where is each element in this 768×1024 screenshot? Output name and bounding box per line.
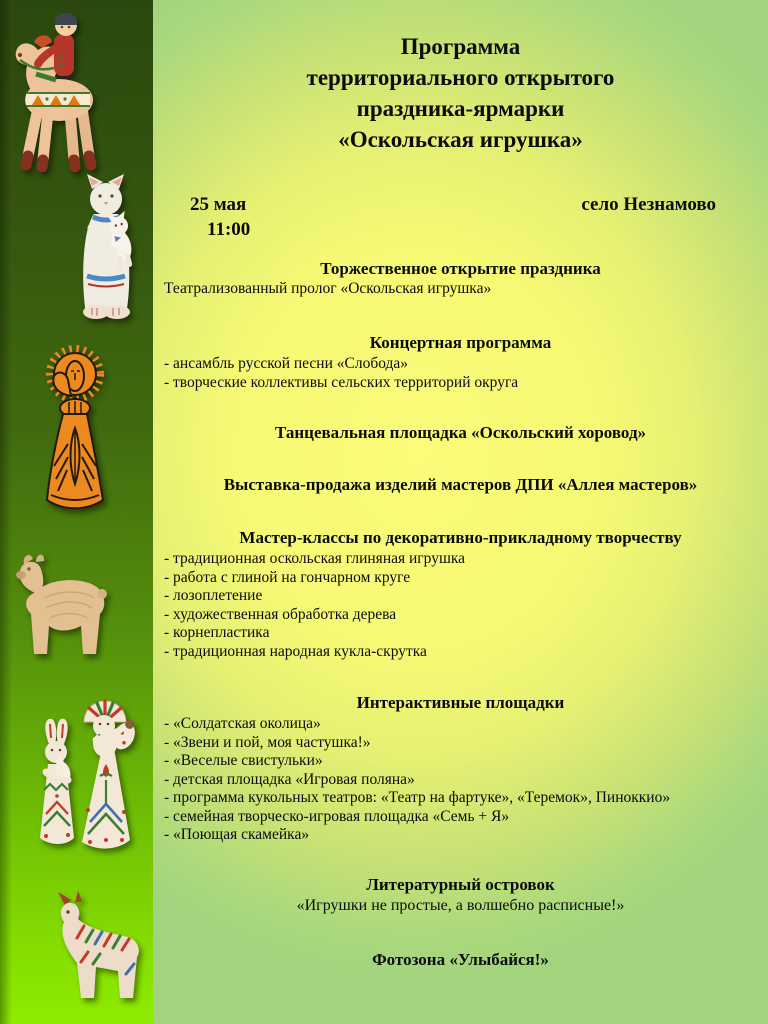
section-concert: [153, 333, 768, 392]
list-item: - творческие коллективы сельских территорий округа: [164, 373, 519, 391]
section-heading: Литературный островок: [366, 874, 555, 894]
poster-title: [153, 0, 768, 155]
program-panel: [153, 0, 768, 1024]
clay-horse-rider-image: [12, 8, 104, 172]
wooden-deer-icon: [10, 536, 116, 670]
date-location-row: [153, 192, 768, 242]
list-item: - детская площадка «Игровая поляна»: [164, 770, 415, 788]
wooden-deer-image: [10, 536, 116, 670]
list-item: - «Веселые свистульки»: [164, 752, 323, 769]
section-literary: [153, 875, 768, 915]
list-item: - «Звени и пой, моя частушка!»: [164, 733, 371, 751]
list-item: - семейная творческо-игровая площадка «Семь + Я»: [164, 807, 510, 825]
section-opening: [153, 259, 768, 298]
section-body: «Игрушки не простые, а волшебно расписные!»: [296, 896, 625, 914]
section-exhibition: [153, 475, 768, 495]
list-item: - «Поющая скамейка»: [164, 826, 310, 843]
title-line-1: Программа: [400, 34, 521, 59]
list-item: - художественная обработка дерева: [164, 605, 397, 623]
painted-clay-pair-image: [18, 692, 138, 856]
list-item: - корнепластика: [164, 624, 270, 641]
title-line-2: территориального открытого: [306, 65, 615, 90]
list-item: - традиционная оскольская глиняная игрушка: [164, 550, 466, 567]
section-dance: [153, 423, 768, 443]
section-items: [153, 550, 768, 661]
orange-folk-doll-image: [38, 344, 112, 516]
figurine-sidebar: [0, 0, 153, 1024]
folk-doll-icon: [38, 344, 112, 516]
section-body: Театрализованный пролог «Оскольская игрушка»: [164, 280, 492, 297]
painted-clay-deer-image: [48, 886, 150, 1014]
painted-pair-icon: [18, 692, 138, 856]
section-items: [153, 355, 768, 392]
list-item: - «Солдатская околица»: [164, 715, 321, 732]
section-interactive: [153, 693, 768, 845]
section-heading: Фотозона «Улыбайся!»: [372, 949, 549, 969]
clay-cat-with-kitten-image: [68, 172, 146, 324]
section-heading: Мастер-классы по декоративно-прикладному творчеству: [239, 528, 682, 547]
horse-rider-icon: [12, 8, 104, 172]
event-date: 25 мая: [190, 194, 247, 215]
section-heading: Концертная программа: [369, 333, 552, 352]
section-masterclasses: [153, 528, 768, 661]
event-time: 11:00: [207, 219, 251, 240]
list-item: - ансамбль русской песни «Слобода»: [164, 355, 409, 372]
section-heading: Торжественное открытие праздника: [320, 259, 601, 278]
list-item: - программа кукольных театров: «Театр на фартуке», «Теремок», Пиноккио»: [164, 789, 671, 806]
list-item: - работа с глиной на гончарном круге: [164, 568, 411, 586]
event-location: село Незнамово: [581, 194, 716, 215]
list-item: - лозоплетение: [164, 587, 263, 604]
section-heading: Выставка-продажа изделий мастеров ДПИ «Аллея мастеров»: [223, 475, 698, 494]
painted-deer-icon: [48, 886, 150, 1014]
section-heading: Танцевальная площадка «Оскольский хоровод»: [274, 423, 647, 442]
section-heading: Интерактивные площадки: [356, 693, 565, 712]
section-items: [153, 715, 768, 845]
list-item: - традиционная народная кукла-скрутка: [164, 642, 427, 660]
title-line-3: праздника-ярмарки: [356, 96, 565, 121]
section-photozone: [153, 950, 768, 970]
cat-kitten-icon: [68, 172, 146, 324]
date-time-block: [190, 192, 250, 242]
title-line-4: «Оскольская игрушка»: [338, 127, 583, 152]
